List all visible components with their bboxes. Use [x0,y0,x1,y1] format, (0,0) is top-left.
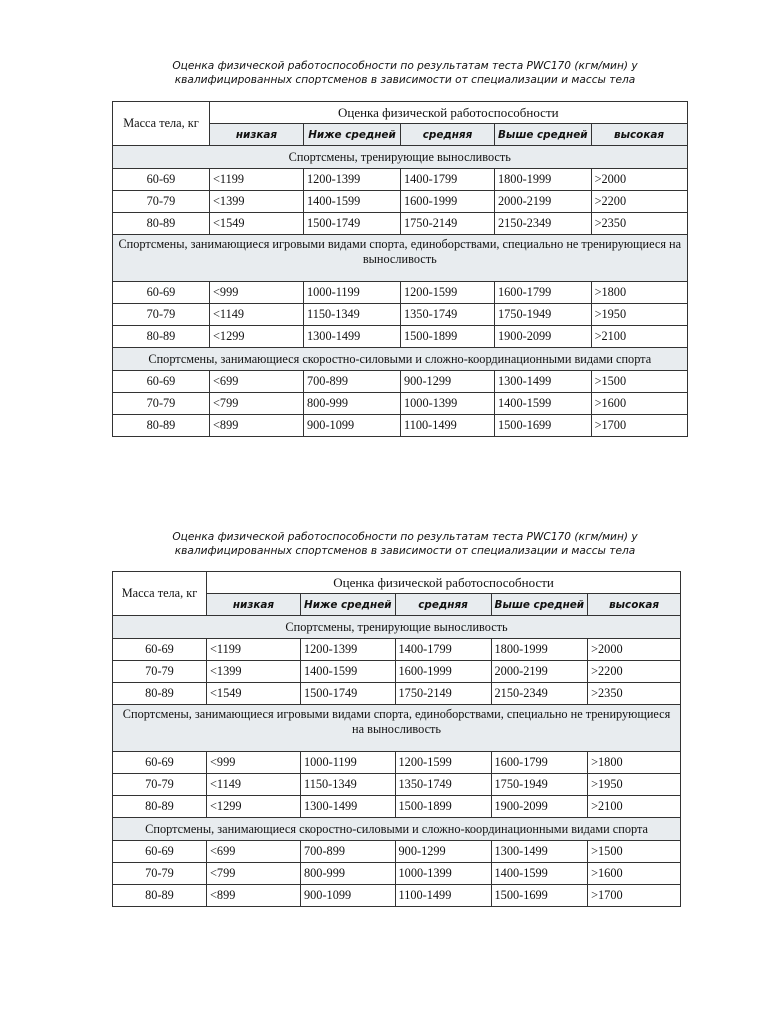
mass-cell: 80-89 [113,326,210,348]
value-cell: <1199 [207,639,301,661]
value-cell: >2350 [591,213,687,235]
value-cell: 1800-1999 [491,639,588,661]
level-low: низкая [207,594,301,616]
value-cell: 1500-1899 [401,326,495,348]
caption-line-1: Оценка физической работоспособности по результатам теста PWC170 (кгм/мин) у [172,60,638,72]
mass-cell: 80-89 [113,885,207,907]
value-cell: <699 [210,371,304,393]
value-cell: 900-1099 [301,885,396,907]
mass-header: Масса тела, кг [113,102,210,146]
value-cell: >1500 [588,841,681,863]
group-title-games: Спортсмены, занимающиеся игровыми видами спорта, единоборствами, специально не тренирующиеся на выносливость [113,705,681,752]
value-cell: <699 [207,841,301,863]
group-row [113,146,688,169]
value-cell: <999 [207,752,301,774]
value-cell: >1950 [588,774,681,796]
pwc-table-2 [112,571,681,907]
table-row [113,661,681,683]
value-cell: 1000-1199 [301,752,396,774]
table-row [113,393,688,415]
value-cell: >2100 [591,326,687,348]
value-cell: <1549 [207,683,301,705]
table-caption-2 [110,530,700,558]
value-cell: 1400-1599 [301,661,396,683]
caption-line-2: квалифицированных спортсменов в зависимости от специализации и массы тела [174,74,636,86]
value-cell: 1500-1899 [395,796,491,818]
group-row [113,818,681,841]
value-cell: 700-899 [301,841,396,863]
value-cell: 1400-1799 [395,639,491,661]
value-cell: >1950 [591,304,687,326]
value-cell: 1400-1599 [491,863,588,885]
mass-cell: 70-79 [113,863,207,885]
assessment-header: Оценка физической работоспособности [207,572,681,594]
value-cell: 2150-2349 [495,213,592,235]
table-row [113,371,688,393]
mass-cell: 80-89 [113,415,210,437]
header-row [113,572,681,594]
mass-cell: 80-89 [113,213,210,235]
value-cell: >2200 [588,661,681,683]
value-cell: 1400-1599 [304,191,401,213]
level-above-average: Выше средней [491,594,588,616]
group-title-endurance: Спортсмены, тренирующие выносливость [113,616,681,639]
level-low: низкая [210,124,304,146]
value-cell: >2000 [591,169,687,191]
value-cell: 1400-1599 [495,393,592,415]
value-cell: 1200-1399 [301,639,396,661]
value-cell: 1300-1499 [495,371,592,393]
value-cell: <1299 [207,796,301,818]
value-cell: <1199 [210,169,304,191]
level-below-average: Ниже средней [301,594,396,616]
level-below-average: Ниже средней [304,124,401,146]
value-cell: >1700 [588,885,681,907]
mass-header: Масса тела, кг [113,572,207,616]
mass-cell: 70-79 [113,774,207,796]
value-cell: 1600-1999 [401,191,495,213]
value-cell: <1299 [210,326,304,348]
value-cell: 1000-1399 [395,863,491,885]
mass-cell: 60-69 [113,841,207,863]
value-cell: 1600-1799 [495,282,592,304]
group-row [113,235,688,282]
table-row [113,841,681,863]
level-average: средняя [395,594,491,616]
value-cell: <899 [210,415,304,437]
value-cell: 2000-2199 [491,661,588,683]
value-cell: >2100 [588,796,681,818]
value-cell: >1800 [591,282,687,304]
value-cell: 700-899 [304,371,401,393]
value-cell: >1600 [591,393,687,415]
table-row [113,885,681,907]
table-row [113,415,688,437]
value-cell: >1600 [588,863,681,885]
mass-cell: 70-79 [113,393,210,415]
value-cell: 1350-1749 [401,304,495,326]
value-cell: 1500-1699 [491,885,588,907]
value-cell: 1600-1799 [491,752,588,774]
value-cell: 1150-1349 [304,304,401,326]
level-above-average: Выше средней [495,124,592,146]
value-cell: 1750-1949 [495,304,592,326]
mass-cell: 70-79 [113,191,210,213]
table-row [113,213,688,235]
value-cell: 1800-1999 [495,169,592,191]
table-row [113,191,688,213]
table-row [113,683,681,705]
table-row [113,169,688,191]
value-cell: 1100-1499 [401,415,495,437]
level-high: высокая [591,124,687,146]
value-cell: 900-1099 [304,415,401,437]
value-cell: 1100-1499 [395,885,491,907]
group-row [113,705,681,752]
value-cell: <899 [207,885,301,907]
mass-cell: 60-69 [113,371,210,393]
value-cell: >1500 [591,371,687,393]
value-cell: >2000 [588,639,681,661]
value-cell: <1399 [207,661,301,683]
value-cell: 2000-2199 [495,191,592,213]
value-cell: 1200-1599 [395,752,491,774]
value-cell: 1200-1399 [304,169,401,191]
group-title-endurance: Спортсмены, тренирующие выносливость [113,146,688,169]
table-row [113,326,688,348]
value-cell: 1150-1349 [301,774,396,796]
caption-line-2: квалифицированных спортсменов в зависимости от специализации и массы тела [174,545,636,557]
value-cell: <1399 [210,191,304,213]
table-row [113,639,681,661]
pwc-table-1 [112,101,688,437]
caption-line-1: Оценка физической работоспособности по результатам теста PWC170 (кгм/мин) у [172,531,638,543]
value-cell: 1300-1499 [491,841,588,863]
level-high: высокая [588,594,681,616]
value-cell: 1000-1399 [401,393,495,415]
mass-cell: 60-69 [113,169,210,191]
table-row [113,304,688,326]
mass-cell: 60-69 [113,639,207,661]
mass-cell: 60-69 [113,282,210,304]
mass-cell: 80-89 [113,683,207,705]
table-caption-1 [110,59,700,87]
group-row [113,348,688,371]
value-cell: 1350-1749 [395,774,491,796]
value-cell: 1900-2099 [491,796,588,818]
value-cell: 900-1299 [401,371,495,393]
value-cell: 1300-1499 [304,326,401,348]
value-cell: <1549 [210,213,304,235]
value-cell: 800-999 [304,393,401,415]
assessment-header: Оценка физической работоспособности [210,102,688,124]
table-row [113,796,681,818]
mass-cell: 70-79 [113,661,207,683]
header-row [113,102,688,124]
mass-cell: 60-69 [113,752,207,774]
value-cell: 1200-1599 [401,282,495,304]
value-cell: 1000-1199 [304,282,401,304]
mass-cell: 80-89 [113,796,207,818]
value-cell: <999 [210,282,304,304]
value-cell: 1500-1699 [495,415,592,437]
value-cell: >2200 [591,191,687,213]
value-cell: >1700 [591,415,687,437]
value-cell: 1300-1499 [301,796,396,818]
value-cell: 800-999 [301,863,396,885]
value-cell: 1500-1749 [304,213,401,235]
value-cell: 1900-2099 [495,326,592,348]
value-cell: <799 [210,393,304,415]
level-average: средняя [401,124,495,146]
group-title-games: Спортсмены, занимающиеся игровыми видами спорта, единоборствами, специально не тренирующиеся на выносливость [113,235,688,282]
group-title-speed-strength: Спортсмены, занимающиеся скоростно-силовыми и сложно-координационными видами спорта [113,818,681,841]
value-cell: 1500-1749 [301,683,396,705]
value-cell: 900-1299 [395,841,491,863]
value-cell: <1149 [207,774,301,796]
value-cell: 1750-1949 [491,774,588,796]
value-cell: <799 [207,863,301,885]
table-row [113,282,688,304]
value-cell: 1750-2149 [395,683,491,705]
mass-cell: 70-79 [113,304,210,326]
value-cell: <1149 [210,304,304,326]
table-row [113,863,681,885]
group-title-speed-strength: Спортсмены, занимающиеся скоростно-силовыми и сложно-координационными видами спорта [113,348,688,371]
value-cell: 1600-1999 [395,661,491,683]
table-row [113,774,681,796]
value-cell: 1750-2149 [401,213,495,235]
table-row [113,752,681,774]
value-cell: >2350 [588,683,681,705]
value-cell: >1800 [588,752,681,774]
value-cell: 1400-1799 [401,169,495,191]
value-cell: 2150-2349 [491,683,588,705]
group-row [113,616,681,639]
